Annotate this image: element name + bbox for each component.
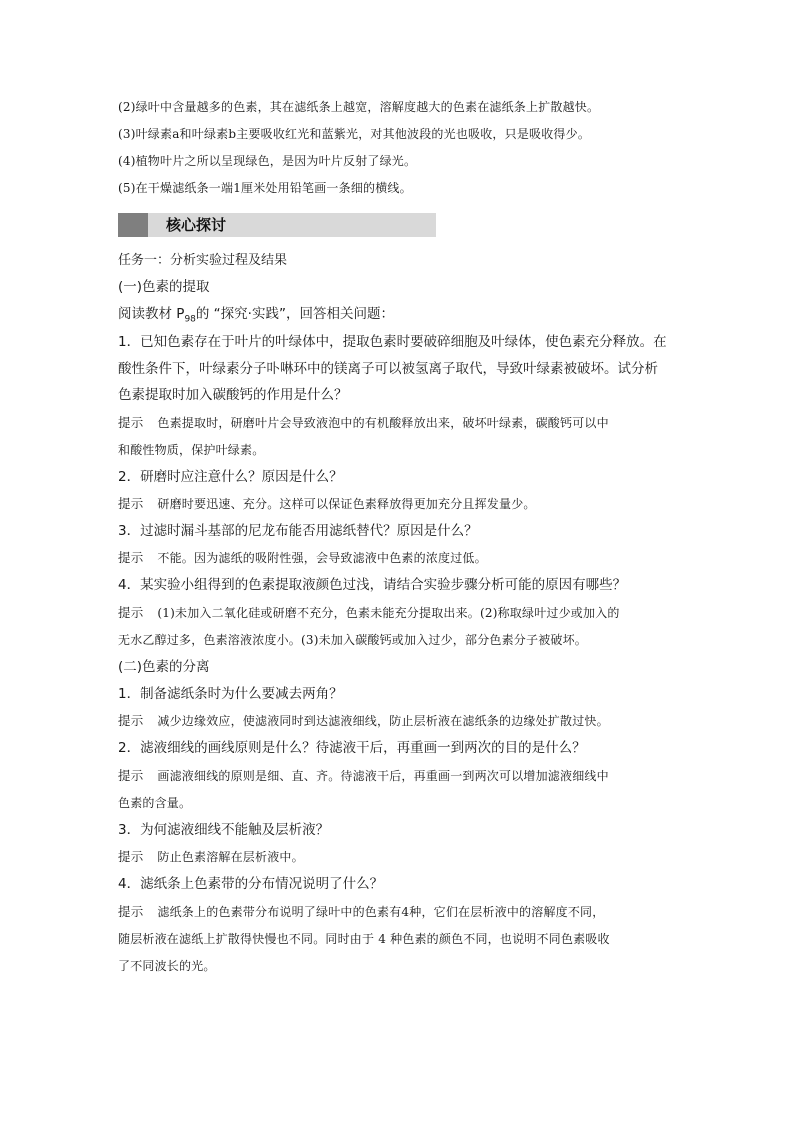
p1-a4-line2: 无水乙醇过多，色素溶液浓度小。(3)未加入碳酸钙或加入过少，部分色素分子被破坏。	[118, 633, 588, 647]
tip-label: 提示	[118, 605, 144, 620]
section-title: 核心探讨	[166, 216, 227, 234]
p1-q1-line3: 色素提取时加入碳酸钙的作用是什么？	[118, 387, 348, 403]
p1-a4-line1	[118, 603, 680, 623]
tip-label: 提示	[118, 849, 144, 864]
intro-note-4: (4)植物叶片之所以呈现绿色，是因为叶片反射了绿光。	[118, 154, 417, 168]
p2-a3-text: 防止色素溶解在层析液中。	[157, 850, 304, 864]
section-header-accent	[118, 213, 148, 237]
p1-a3-text: 不能。因为滤纸的吸附性强，会导致滤液中色素的浓度过低。	[157, 551, 487, 565]
p1-a1-line1	[118, 413, 680, 433]
tip-label: 提示	[118, 415, 144, 430]
task-title: 任务一：分析实验过程及结果	[118, 253, 288, 268]
p2-q4: 4．滤纸条上色素带的分布情况说明了什么？	[118, 876, 384, 892]
p2-a4-line3: 了不同波长的光。	[118, 959, 216, 973]
tip-label: 提示	[118, 904, 144, 919]
p2-q1: 1．制备滤纸条时为什么要减去两角？	[118, 686, 343, 702]
p2-a2-text1: 画滤液细线的原则是细、直、齐。待滤液干后，再重画一到两次可以增加滤液细线中	[157, 769, 609, 783]
tip-label: 提示	[118, 713, 144, 728]
p1-a1-text1: 色素提取时，研磨叶片会导致液泡中的有机酸释放出来，破坏叶绿素，碳酸钙可以中	[157, 416, 609, 430]
p2-a4-line1	[118, 902, 680, 922]
p2-a4-text1: 滤纸条上的色素带分布说明了绿叶中的色素有4种，它们在层析液中的溶解度不同，	[157, 905, 605, 919]
p1-q1-line2: 酸性条件下，叶绿素分子卟啉环中的镁离子可以被氢离子取代，导致叶绿素被破坏。试分析	[118, 361, 658, 377]
p1-a1-line2: 和酸性物质，保护叶绿素。	[118, 443, 265, 457]
p2-a3	[118, 847, 680, 867]
part2-title: (二)色素的分离	[118, 659, 210, 675]
intro-note-3: (3)叶绿素a和叶绿素b主要吸收红光和蓝紫光，对其他波段的光也吸收，只是吸收得少。	[118, 127, 591, 141]
tip-label: 提示	[118, 550, 144, 565]
p1-a3	[118, 548, 680, 568]
section-header	[118, 213, 436, 237]
p2-a2-line2: 色素的含量。	[118, 796, 192, 810]
p2-a2-line1	[118, 766, 680, 786]
p1-a4-text1: (1)未加入二氧化硅或研磨不充分，色素未能充分提取出来。(2)称取绿叶过少或加入的	[157, 606, 620, 620]
p2-q3: 3．为何滤液细线不能触及层析液？	[118, 822, 330, 838]
part1-title: (一)色素的提取	[118, 279, 210, 295]
p2-a4-line2: 随层析液在滤纸上扩散得快慢也不同。同时由于 4 种色素的颜色不同，也说明不同色素吸收	[118, 932, 610, 946]
p1-q3: 3．过滤时漏斗基部的尼龙布能否用滤纸替代？原因是什么？	[118, 523, 478, 539]
p1-q2: 2．研磨时应注意什么？原因是什么？	[118, 469, 343, 485]
p1-q1-line1: 1．已知色素存在于叶片的叶绿体中，提取色素时要破碎细胞及叶绿体，使色素充分释放。在	[118, 334, 667, 350]
intro-note-5: (5)在干燥滤纸条一端1厘米处用铅笔画一条细的横线。	[118, 181, 412, 195]
p1-q4: 4．某实验小组得到的色素提取液颜色过浅，请结合实验步骤分析可能的原因有哪些？	[118, 577, 627, 593]
p2-a1-text: 减少边缘效应，使滤液同时到达滤液细线，防止层析液在滤纸条的边缘处扩散过快。	[157, 714, 609, 728]
p1-a2-text: 研磨时要迅速、充分。这样可以保证色素释放得更加充分且挥发量少。	[157, 497, 536, 511]
p2-q2: 2．滤液细线的画线原则是什么？待滤液干后，再重画一到两次的目的是什么？	[118, 740, 586, 756]
reading-prompt-before: 阅读教材 P	[118, 306, 185, 322]
reading-prompt-after: 的 “探究·实践”，回答相关问题：	[195, 306, 394, 322]
intro-note-2: (2)绿叶中含量越多的色素，其在滤纸条上越宽，溶解度越大的色素在滤纸条上扩散越快。	[118, 100, 600, 114]
reading-prompt-page: 98	[184, 314, 196, 325]
p2-a1	[118, 711, 680, 731]
tip-label: 提示	[118, 496, 144, 511]
p1-a2	[118, 494, 680, 514]
tip-label: 提示	[118, 768, 144, 783]
reading-prompt	[118, 304, 680, 330]
